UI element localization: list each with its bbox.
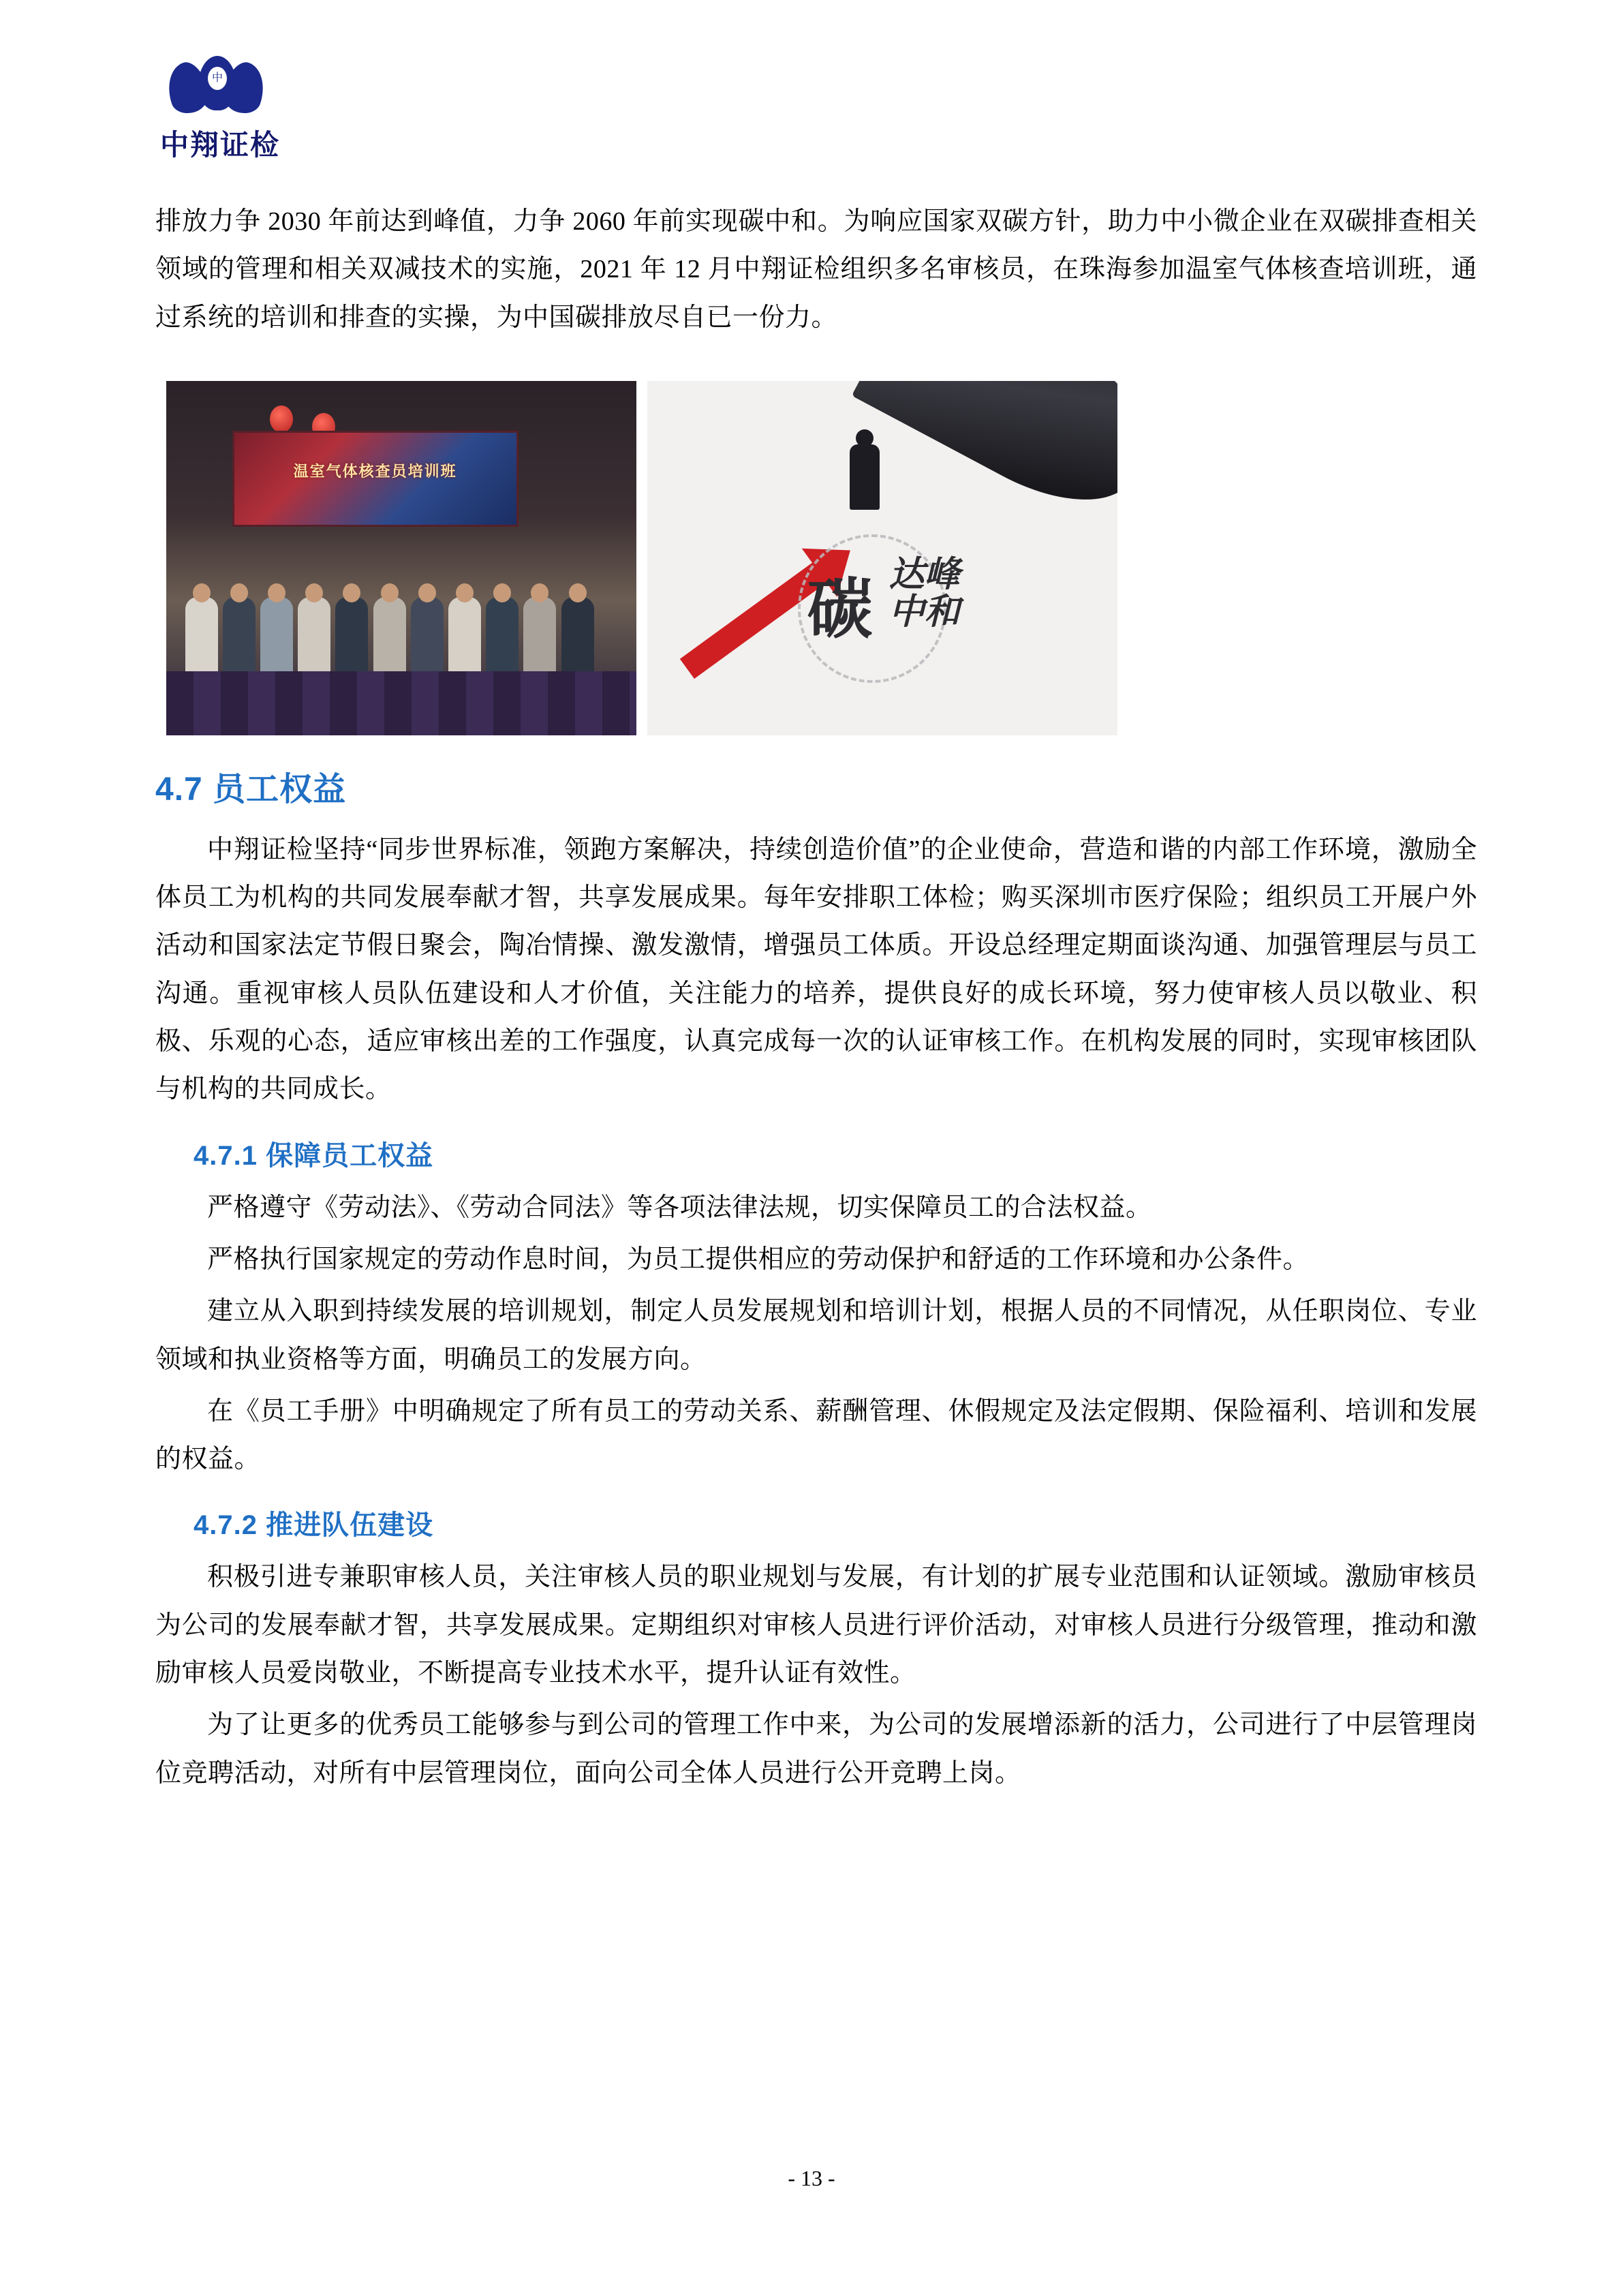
stage-screen (232, 431, 519, 527)
stage-banner-text: 温室气体核查员培训班 (293, 463, 457, 480)
page-footer (0, 2166, 1623, 2191)
carbon-peak-neutrality-illustration (647, 381, 1117, 735)
paragraph-4-7-2-b: 为了让更多的优秀员工能够参与到公司的管理工作中来，为公司的发展增添新的活力，公司进行了中层管理岗位竞聘活动，对所有中层管理岗位，面向公司全体人员进行公开竞聘上岗。 (155, 1711, 1477, 1788)
paragraph-intro: 排放力争 2030 年前达到峰值，力争 2060 年前实现碳中和。为响应国家双碳方针，助力中小微企业在双碳排查相关领域的管理和相关双减技术的实施，2021 年 12 月中翔证检组织多名审核员，在珠海参加温室气体核查培训班，通过系统的培训和排查的实操，为中国碳排放尽自已一份力。 (155, 207, 1477, 332)
carbon-character: 碳 (807, 573, 873, 647)
page-number: - 13 - (788, 2166, 835, 2190)
person (335, 597, 368, 679)
heading-4-7-2: 4.7.2 推进队伍建设 (194, 1510, 434, 1541)
group-photo-training-class (166, 381, 636, 735)
carbon-text-stamp (807, 551, 1012, 687)
person (185, 597, 218, 679)
bird-wings-logo-icon (166, 55, 268, 120)
paragraph-4-7-1: 中翔证检坚持“同步世界标准，领跑方案解决，持续创造价值”的企业使命，营造和谐的内部工作环境，激励全体员工为机构的共同发展奉献才智，共享发展成果。每年安排职工体检；购买深圳市医疗保险；组织员工开展户外活动和国家法定节假日聚会，陶冶情操、激发激情，增强员工体质。开设总经理定期面谈沟通、加强管理层与员工沟通。重视审核人员队伍建设和人才价值，关注能力的培养，提供良好的成长环境，努力使审核人员以敬业、积极、乐观的心态，适应审核出差的工作强度，认真完成每一次的认证审核工作。在机构发展的同时，实现审核团队与机构的共同成长。 (155, 835, 1477, 1104)
document-body (155, 198, 1477, 1801)
logo-inner-mark: 中 (208, 67, 227, 90)
person (561, 597, 594, 679)
carbon-subtext-line2: 中和 (888, 592, 960, 632)
logo-center-shape (198, 56, 236, 110)
carbon-subtext-line1: 达峰 (888, 555, 960, 595)
paragraph-4-7-1-c: 建立从入职到持续发展的培训规划，制定人员发展规划和培训计划，根据人员的不同情况，从任职岗位、专业领域和执业资格等方面，明确员工的发展方向。 (155, 1297, 1477, 1374)
lantern-decor-icon (270, 405, 293, 433)
company-logo (155, 55, 312, 164)
person (298, 597, 330, 679)
person (260, 597, 293, 679)
carbon-subtext (889, 556, 960, 630)
person (448, 597, 481, 679)
person (523, 597, 556, 679)
paragraph-4-7-1-b: 严格执行国家规定的劳动作息时间，为员工提供相应的劳动保护和舒适的工作环境和办公条件。 (207, 1244, 1310, 1274)
heading-4-7-1: 4.7.1 保障员工权益 (194, 1140, 434, 1171)
miniature-figure (850, 444, 880, 510)
paragraph-4-7-2-a: 积极引进专兼职审核人员，关注审核人员的职业规划与发展，有计划的扩展专业范围和认证领域。激励审核员为公司的发展奉献才智，共享发展成果。定期组织对审核人员进行评价活动，对审核人员进行分级管理，推动和激励审核人员爱岗敬业，不断提高专业技术水平，提升认证有效性。 (155, 1563, 1477, 1688)
logo-wordmark: 中翔证检 (159, 129, 280, 161)
paragraph-4-7-1-a: 严格遵守《劳动法》、《劳动合同法》等各项法律法规，切实保障员工的合法权益。 (207, 1193, 1152, 1222)
crowd-of-people (166, 537, 636, 679)
figure-row (166, 381, 1477, 735)
person (223, 597, 256, 679)
heading-4-7: 4.7 员工权益 (155, 771, 347, 808)
person (411, 597, 444, 679)
person (486, 597, 519, 679)
paragraph-4-7-1-d: 在《员工手册》中明确规定了所有员工的劳动关系、薪酬管理、休假规定及法定假期、保险福利、培训和发展的权益。 (155, 1396, 1477, 1474)
pen-illustration (852, 381, 1117, 530)
person (373, 597, 406, 679)
carpet-floor (166, 671, 636, 735)
